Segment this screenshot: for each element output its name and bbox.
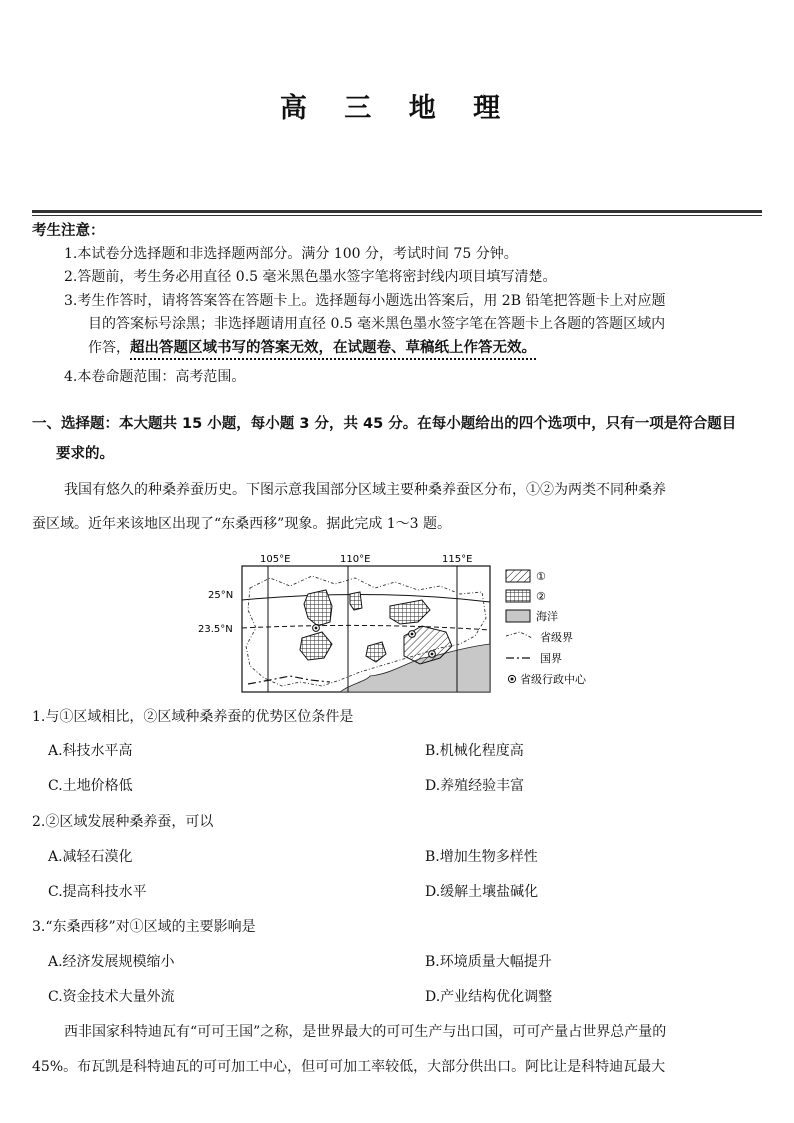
legend-capital-icon-dot — [511, 678, 514, 681]
region-2-small — [350, 592, 362, 610]
notice-item-3-line-3 — [88, 336, 536, 357]
capital-icon-dot — [411, 633, 414, 636]
section-heading-line-2: 要求的。 — [56, 446, 114, 462]
capital-icon-dot — [431, 653, 434, 656]
passage-2-line-2: 45%。布瓦凯是科特迪瓦的可可加工中心，但可可加工率较低，大部分供出口。阿比让是科特迪瓦最大 — [32, 1059, 666, 1075]
q3-option-c: C.资金技术大量外流 — [48, 989, 175, 1005]
legend-capital-label: 省级行政中心 — [520, 673, 586, 686]
legend-provincial-border-label: 省级界 — [540, 631, 573, 644]
legend-ocean-swatch — [506, 610, 530, 622]
longitude-label-105: 105°E — [260, 554, 291, 565]
legend-national-border-label: 国界 — [540, 652, 562, 665]
notice-item-2: 2.答题前，考生务必用直径 0.5 毫米黑色墨水签字笔将密封线内项目填写清楚。 — [64, 269, 557, 285]
q2-option-c: C.提高科技水平 — [48, 884, 147, 900]
section-heading-line-1: 一、选择题：本大题共 15 小题，每小题 3 分，共 45 分。在每小题给出的四个选项中，只有一项是符合题目 — [32, 416, 737, 432]
latitude-label-25: 25°N — [208, 590, 234, 601]
intro-line-2: 蚕区域。近年来该地区出现了“东桑西移”现象。据此完成 1～3 题。 — [32, 516, 452, 532]
legend-region-2-swatch — [506, 590, 530, 602]
notice-item-3-line-1: 3.考生作答时，请将答案答在答题卡上。选择题每小题选出答案后，用 2B 铅笔把答题卡上对应题 — [64, 293, 666, 309]
longitude-label-115: 115°E — [442, 554, 473, 565]
header-rule-thick — [32, 210, 762, 213]
legend-region-1-swatch — [506, 570, 530, 582]
q3-option-a: A.经济发展规模缩小 — [48, 954, 175, 970]
longitude-label-110: 110°E — [340, 554, 371, 565]
q1-option-d: D.养殖经验丰富 — [425, 778, 525, 794]
q1-option-a: A.科技水平高 — [48, 743, 133, 759]
notice-item-3-prefix: 作答， — [88, 340, 130, 356]
latitude-label-23-5: 23.5°N — [198, 624, 233, 635]
q1-option-c: C.土地价格低 — [48, 778, 133, 794]
notice-heading: 考生注意： — [32, 223, 105, 239]
notice-item-1: 1.本试卷分选择题和非选择题两部分。满分 100 分，考试时间 75 分钟。 — [64, 246, 518, 262]
q3-option-d: D.产业结构优化调整 — [425, 989, 553, 1005]
legend-region-1-label: ① — [536, 570, 546, 583]
passage-2-line-1: 西非国家科特迪瓦有“可可王国”之称，是世界最大的可可生产与出口国，可可产量占世界总产量的 — [64, 1024, 667, 1040]
q2-option-d: D.缓解土壤盐碱化 — [425, 884, 539, 900]
q2-option-b: B.增加生物多样性 — [425, 849, 538, 865]
sericulture-map — [190, 548, 610, 696]
capital-icon-dot — [315, 627, 318, 630]
notice-item-3-line-2: 目的答案标号涂黑；非选择题请用直径 0.5 毫米黑色墨水签字笔在答题卡上各题的答题区域内 — [88, 316, 666, 332]
page-title: 高 三 地 理 — [279, 93, 515, 124]
q1-option-b: B.机械化程度高 — [425, 743, 524, 759]
notice-emphasis: 超出答题区域书写的答案无效，在试题卷、草稿纸上作答无效。 — [130, 340, 536, 356]
q1-stem: 1.与①区域相比，②区域种桑养蚕的优势区位条件是 — [32, 709, 354, 725]
header-rule-thin — [32, 215, 762, 216]
notice-item-4: 4.本卷命题范围：高考范围。 — [64, 369, 246, 385]
legend-ocean-label: 海洋 — [536, 610, 558, 623]
legend-region-2-label: ② — [536, 590, 546, 603]
legend-provincial-border-line — [506, 632, 532, 638]
q2-stem: 2.②区域发展种桑养蚕，可以 — [32, 814, 214, 830]
intro-line-1: 我国有悠久的种桑养蚕历史。下图示意我国部分区域主要种桑养蚕区分布，①②为两类不同种桑养 — [64, 482, 666, 498]
q2-option-a: A.减轻石漠化 — [48, 849, 133, 865]
q3-option-b: B.环境质量大幅提升 — [425, 954, 552, 970]
q3-stem: 3.“东桑西移”对①区域的主要影响是 — [32, 919, 256, 935]
